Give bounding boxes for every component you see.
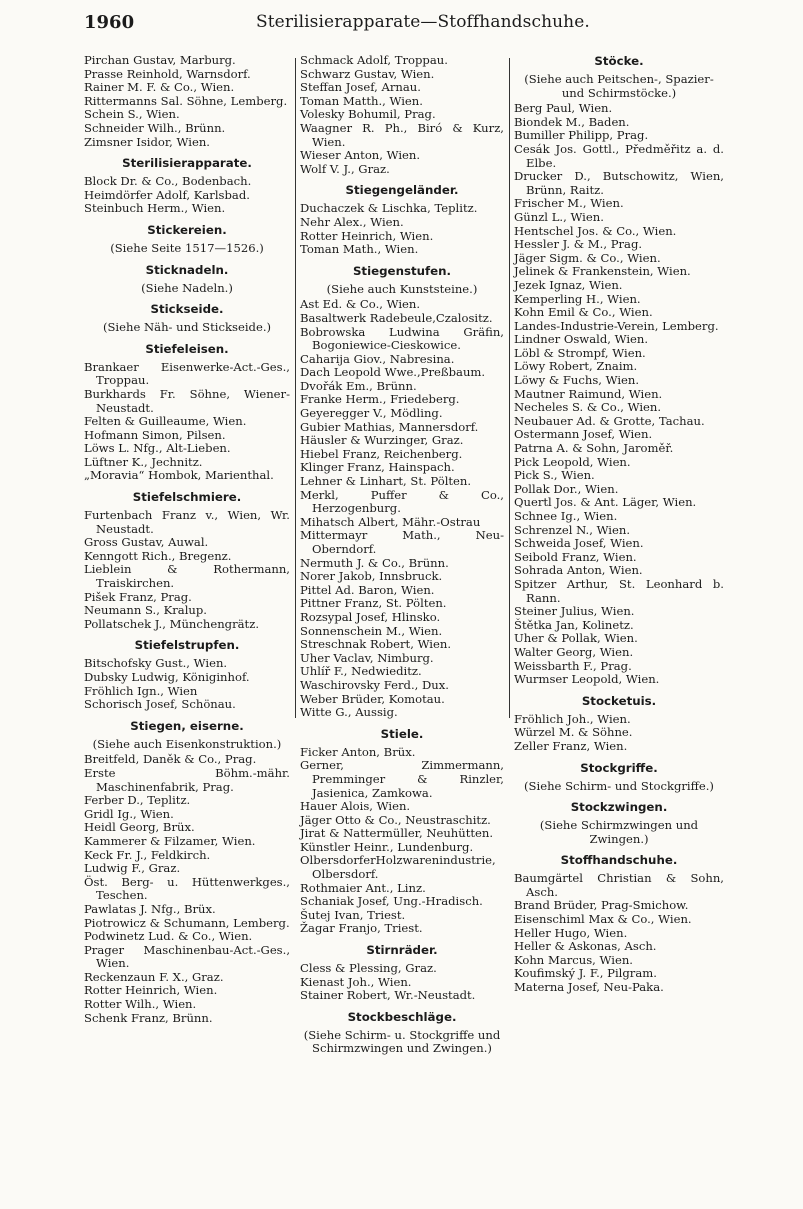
directory-entry: Piotrowicz & Schumann, Lemberg.	[84, 915, 290, 930]
section-title: Stiegenstufen.	[352, 263, 452, 278]
directory-entry: Würzel M. & Söhne.	[514, 725, 633, 740]
directory-section	[84, 302, 290, 335]
directory-entry: Schenk Franz, Brünn.	[84, 1010, 213, 1025]
section-note: (Siehe Näh- und Stickseide.)	[102, 320, 272, 335]
directory-entry: Mautner Raimund, Wien.	[514, 386, 663, 401]
directory-entry: Koufimský J. F., Pilgram.	[514, 966, 657, 981]
directory-entry: Häusler & Wurzinger, Graz.	[300, 433, 464, 448]
directory-entry: Künstler Heinr., Lundenburg.	[300, 839, 474, 854]
directory-entry: Ferber D., Teplitz.	[84, 793, 191, 808]
directory-entry: Jezek Ignaz, Wien.	[514, 277, 623, 292]
directory-entry: Löws L. Nfg., Alt-Lieben.	[84, 441, 231, 456]
section-note: (Siehe Schirmzwingen und Zwingen.)	[539, 818, 699, 846]
directory-entry: Furtenbach Franz v., Wien, Wr. Neustadt.	[84, 508, 290, 536]
directory-entry: Schmack Adolf, Troppau.	[300, 53, 448, 67]
directory-section	[84, 156, 290, 216]
directory-entry: Uher Vaclav, Nimburg.	[300, 650, 434, 665]
directory-entry: Gross Gustav, Auwal.	[84, 535, 209, 550]
section-title: Stockgriffe.	[580, 760, 658, 775]
directory-entry: Felten & Guilleaume, Wien.	[84, 414, 247, 429]
directory-entry: Bitschofsky Gust., Wien.	[84, 656, 228, 671]
directory-section	[84, 342, 290, 483]
directory-entry: Zimsner Isidor, Wien.	[84, 134, 210, 149]
section-title: Stiele.	[380, 726, 424, 741]
directory-section	[300, 54, 504, 176]
directory-entry: Lindner Oswald, Wien.	[514, 332, 649, 347]
section-title: Stockbeschläge.	[347, 1009, 457, 1024]
directory-entry: Žagar Franjo, Triest.	[300, 921, 423, 936]
directory-entry: Zeller Franz, Wien.	[514, 738, 628, 753]
directory-section	[300, 727, 504, 936]
directory-entry: Drucker D., Butschowitz, Wien, Brünn, Raitz.	[514, 169, 724, 197]
directory-entry: Rothmaier Ant., Linz.	[300, 880, 426, 895]
section-title: Stockzwingen.	[570, 800, 668, 815]
directory-entry: Rozsypal Josef, Hlinsko.	[300, 609, 441, 624]
directory-entry: Kohn Emil & Co., Wien.	[514, 305, 653, 320]
section-note: (Siehe Schirm- u. Stockgriffe und Schirmzwingen und Zwingen.)	[303, 1027, 501, 1056]
section-title: Stiegengeländer.	[345, 183, 459, 198]
directory-entry: Reckenzaun F. X., Graz.	[84, 969, 224, 984]
directory-entry: Kammerer & Filzamer, Wien.	[84, 833, 256, 848]
section-note: (Siehe auch Peitschen-, Spazier- und Schirmstöcke.)	[524, 72, 714, 100]
directory-section	[514, 54, 724, 687]
directory-entry: Klinger Franz, Hainspach.	[300, 460, 455, 475]
directory-section	[300, 183, 504, 256]
directory-entry: Kohn Marcus, Wien.	[514, 952, 633, 967]
directory-entry: Spitzer Arthur, St. Leonhard b. Rann.	[514, 576, 724, 605]
directory-entry: Ludwig F., Graz.	[84, 861, 181, 876]
directory-entry: Bumiller Philipp, Prag.	[514, 128, 649, 143]
column-1	[84, 54, 290, 1025]
directory-entry: Merkl, Puffer & Co., Herzogenburg.	[300, 487, 504, 516]
directory-section	[84, 490, 290, 631]
directory-entry: Stainer Robert, Wr.-Neustadt.	[300, 988, 476, 1003]
directory-entry: Jäger Sigm. & Co., Wien.	[514, 250, 661, 265]
directory-entry: Heller Hugo, Wien.	[514, 925, 628, 940]
directory-entry: Schorisch Josef, Schönau.	[84, 697, 236, 712]
directory-entry: Seibold Franz, Wien.	[514, 549, 637, 564]
directory-section	[84, 223, 290, 256]
directory-entry: Erste Böhm.-mähr. Maschinenfabrik, Prag.	[84, 765, 290, 794]
directory-section	[84, 263, 290, 296]
directory-entry: Steffan Josef, Arnau.	[300, 80, 421, 95]
directory-entry: Burkhards Fr. Söhne, Wiener-Neustadt.	[84, 386, 290, 415]
directory-entry: Gridl Ig., Wien.	[84, 806, 174, 821]
directory-entry: Löwy Robert, Znaim.	[514, 359, 638, 374]
directory-entry: Duchaczek & Lischka, Teplitz.	[300, 201, 478, 216]
directory-section	[514, 853, 724, 994]
directory-entry: Toman Math., Wien.	[300, 242, 419, 257]
directory-entry: Ficker Anton, Brüx.	[300, 744, 416, 759]
directory-entry: Hofmann Simon, Pilsen.	[84, 427, 226, 442]
section-title: Sticknadeln.	[145, 262, 229, 277]
directory-entry: Gerner, Zimmermann, Premminger & Rinzler, Jasienica, Zamkowa.	[300, 758, 504, 800]
directory-section	[514, 800, 724, 846]
directory-entry: Kenngott Rich., Bregenz.	[84, 548, 232, 563]
column-3	[514, 54, 724, 995]
directory-entry: Schein S., Wien.	[84, 107, 180, 122]
directory-section	[300, 943, 504, 1003]
directory-section	[514, 761, 724, 794]
section-note: (Siehe auch Eisenkonstruktion.)	[92, 736, 282, 751]
directory-entry: Pirchan Gustav, Marburg.	[84, 53, 236, 67]
section-title: Stöcke.	[594, 54, 644, 68]
directory-section	[300, 264, 504, 720]
directory-entry: Sonnenschein M., Wien.	[300, 623, 443, 638]
directory-entry: Rotter Heinrich, Wien.	[84, 983, 218, 998]
directory-entry: Uhlíř F., Nedwieditz.	[300, 664, 422, 679]
directory-entry: Löbl & Strompf, Wien.	[514, 345, 646, 360]
directory-entry: Rittermanns Sal. Söhne, Lemberg.	[84, 93, 288, 108]
directory-entry: Šutej Ivan, Triest.	[300, 907, 406, 922]
directory-entry: Kienast Joh., Wien.	[300, 974, 412, 989]
directory-entry: Steiner Julius, Wien.	[514, 604, 635, 619]
directory-entry: Brankaer Eisenwerke-Act.-Ges., Troppau.	[84, 359, 290, 388]
page-title: Sterilisierapparate—Stoffhandschuhe.	[256, 12, 590, 32]
directory-entry: Heimdörfer Adolf, Karlsbad.	[84, 187, 250, 202]
directory-entry: Neumann S., Kralup.	[84, 603, 207, 618]
directory-entry: Frischer M., Wien.	[514, 196, 624, 211]
directory-entry: Jelinek & Frankenstein, Wien.	[514, 264, 691, 279]
directory-entry: Prasse Reinhold, Warnsdorf.	[84, 66, 251, 81]
directory-entry: Ast Ed. & Co., Wien.	[300, 297, 421, 312]
directory-entry: Pawlatas J. Nfg., Brüx.	[84, 901, 216, 916]
directory-entry: Öst. Berg- u. Hüttenwerkges., Teschen.	[84, 874, 290, 903]
section-title: Stiefelschmiere.	[132, 490, 242, 505]
directory-entry: Heidl Georg, Brüx.	[84, 820, 195, 835]
directory-entry: Hessler J. & M., Prag.	[514, 237, 643, 252]
directory-entry: Mihatsch Albert, Mähr.-Ostrau	[300, 514, 481, 529]
section-title: Stiefeleisen.	[145, 341, 229, 356]
section-title: Stiefelstrupfen.	[134, 638, 240, 653]
column-2	[300, 54, 504, 1058]
directory-entry: Berg Paul, Wien.	[514, 101, 613, 116]
directory-entry: Lüftner K., Jechnitz.	[84, 454, 203, 469]
directory-entry: Wolf V. J., Graz.	[300, 161, 390, 176]
directory-entry: Dubsky Ludwig, Königinhof.	[84, 670, 250, 684]
directory-entry: Hauer Alois, Wien.	[300, 799, 411, 814]
directory-entry: Uher & Pollak, Wien.	[514, 631, 638, 646]
directory-entry: Prager Maschinenbau-Act.-Ges., Wien.	[84, 942, 290, 971]
directory-entry: Fröhlich Ign., Wien	[84, 683, 198, 698]
directory-section	[300, 1010, 504, 1056]
directory-entry: Gubier Mathias, Mannersdorf.	[300, 419, 479, 434]
directory-entry: Jäger Otto & Co., Neustraschitz.	[300, 812, 491, 827]
directory-entry: Weissbarth F., Prag.	[514, 658, 632, 673]
section-note: (Siehe Nadeln.)	[141, 280, 233, 295]
directory-entry: Landes-Industrie-Verein, Lemberg.	[514, 318, 719, 333]
column-divider	[295, 58, 296, 718]
directory-entry: Toman Matth., Wien.	[300, 93, 423, 108]
directory-entry: Pollak Dor., Wien.	[514, 481, 619, 496]
directory-entry: Materna Josef, Neu-Paka.	[514, 980, 664, 995]
directory-entry: Biondek M., Baden.	[514, 114, 630, 129]
directory-entry: Caharija Giov., Nabresina.	[300, 351, 455, 366]
column-divider	[509, 58, 510, 718]
directory-entry: Hiebel Franz, Reichenberg.	[300, 446, 463, 461]
directory-entry: Pick Leopold, Wien.	[514, 454, 631, 469]
directory-entry: Hentschel Jos. & Co., Wien.	[514, 223, 677, 238]
directory-entry: Geyeregger V., Mödling.	[300, 406, 443, 421]
directory-entry: Kemperling H., Wien.	[514, 291, 641, 306]
directory-entry: Schaniak Josef, Ung.-Hradisch.	[300, 894, 483, 909]
directory-entry: Pick S., Wien.	[514, 468, 595, 483]
directory-entry: Pišek Franz, Prag.	[84, 589, 192, 604]
directory-entry: Löwy & Fuchs, Wien.	[514, 373, 640, 388]
directory-section	[514, 694, 724, 754]
directory-entry: Patrna A. & Sohn, Jaroměř.	[514, 441, 674, 456]
directory-section	[84, 638, 290, 711]
directory-entry: Heller & Askonas, Asch.	[514, 939, 657, 954]
directory-entry: Rotter Wilh., Wien.	[84, 997, 197, 1012]
directory-entry: Mittermayr Math., Neu-Oberndorf.	[300, 528, 504, 556]
directory-entry: Rainer M. F. & Co., Wien.	[84, 80, 235, 95]
directory-entry: Weber Brüder, Komotau.	[300, 691, 445, 706]
directory-entry: Witte G., Aussig.	[300, 705, 398, 720]
directory-entry: Cless & Plessing, Graz.	[300, 961, 437, 976]
directory-entry: Brand Brüder, Prag-Smichow.	[514, 898, 689, 913]
section-title: Stickseide.	[150, 302, 224, 317]
directory-entry: Fröhlich Joh., Wien.	[514, 711, 631, 726]
directory-entry: Cesák Jos. Gottl., Předměřitz a. d. Elbe.	[514, 141, 724, 170]
directory-entry: Ostermann Josef, Wien.	[514, 427, 653, 442]
directory-entry: Schwarz Gustav, Wien.	[300, 66, 435, 81]
directory-entry: Steinbuch Herm., Wien.	[84, 201, 226, 216]
directory-entry: Schneider Wilh., Brünn.	[84, 120, 226, 135]
directory-entry: Wurmser Leopold, Wien.	[514, 672, 660, 687]
directory-entry: Walter Georg, Wien.	[514, 644, 634, 659]
directory-entry: Schweida Josef, Wien.	[514, 536, 644, 551]
directory-entry: Sohrada Anton, Wien.	[514, 563, 643, 578]
directory-entry: Dach Leopold Wwe.,Preßbaum.	[300, 365, 486, 380]
directory-entry: Pittner Franz, St. Pölten.	[300, 596, 447, 611]
directory-entry: Podwinetz Lud. & Co., Wien.	[84, 929, 253, 944]
directory-entry: Bobrowska Ludwina Gräfin, Bogoniewice-Cieskowice.	[300, 324, 504, 353]
directory-entry: OlbersdorferHolzwarenindustrie, Olbersdorf.	[300, 853, 496, 882]
directory-entry: Wieser Anton, Wien.	[300, 148, 421, 163]
directory-entry: Štětka Jan, Kolinetz.	[514, 617, 634, 632]
directory-entry: Basaltwerk Radebeule,Czalositz.	[300, 310, 493, 325]
section-note: (Siehe Schirm- und Stockgriffe.)	[524, 778, 714, 793]
directory-entry: Rotter Heinrich, Wien.	[300, 228, 434, 243]
directory-entry: Keck Fr. J., Feldkirch.	[84, 847, 211, 862]
directory-entry: „Moravia“ Hombok, Marienthal.	[84, 468, 274, 483]
page-number: 1960	[84, 12, 135, 33]
directory-entry: Lieblein & Rothermann, Traiskirchen.	[84, 562, 290, 591]
directory-entry: Waschirovsky Ferd., Dux.	[300, 677, 449, 692]
directory-entry: Waagner R. Ph., Biró & Kurz, Wien.	[300, 120, 504, 149]
section-title: Stoffhandschuhe.	[560, 853, 678, 868]
directory-entry: Neubauer Ad. & Grotte, Tachau.	[514, 413, 705, 428]
directory-entry: Norer Jakob, Innsbruck.	[300, 569, 443, 584]
directory-section	[84, 719, 290, 1025]
directory-entry: Volesky Bohumil, Prag.	[300, 107, 436, 122]
directory-section	[84, 54, 290, 149]
section-note: (Siehe auch Kunststeine.)	[326, 281, 478, 296]
directory-entry: Schnee Ig., Wien.	[514, 509, 618, 523]
section-title: Stirnräder.	[366, 943, 438, 958]
directory-entry: Pollatschek J., Münchengrätz.	[84, 616, 260, 631]
directory-entry: Nehr Alex., Wien.	[300, 214, 404, 229]
directory-entry: Günzl L., Wien.	[514, 209, 604, 224]
section-title: Stickereien.	[147, 222, 227, 237]
directory-entry: Pittel Ad. Baron, Wien.	[300, 582, 435, 597]
directory-entry: Eisenschiml Max & Co., Wien.	[514, 912, 692, 927]
directory-entry: Dvořák Em., Brünn.	[300, 378, 417, 393]
directory-entry: Quertl Jos. & Ant. Läger, Wien.	[514, 495, 697, 510]
directory-entry: Block Dr. & Co., Bodenbach.	[84, 174, 252, 189]
directory-entry: Franke Herm., Friedeberg.	[300, 392, 460, 407]
directory-entry: Necheles S. & Co., Wien.	[514, 400, 662, 415]
directory-entry: Streschnak Robert, Wien.	[300, 637, 452, 652]
directory-entry: Breitfeld, Daněk & Co., Prag.	[84, 752, 257, 767]
directory-entry: Jirat & Nattermüller, Neuhütten.	[300, 826, 494, 841]
section-title: Stocketuis.	[581, 693, 657, 708]
directory-entry: Schrenzel N., Wien.	[514, 522, 631, 537]
directory-entry: Baumgärtel Christian & Sohn, Asch.	[514, 871, 724, 899]
directory-entry: Nermuth J. & Co., Brünn.	[300, 555, 449, 570]
directory-entry: Lehner & Linhart, St. Pölten.	[300, 474, 472, 489]
section-title: Stiegen, eiserne.	[130, 718, 244, 733]
section-title: Sterilisierapparate.	[122, 156, 252, 171]
section-note: (Siehe Seite 1517—1526.)	[110, 240, 264, 255]
